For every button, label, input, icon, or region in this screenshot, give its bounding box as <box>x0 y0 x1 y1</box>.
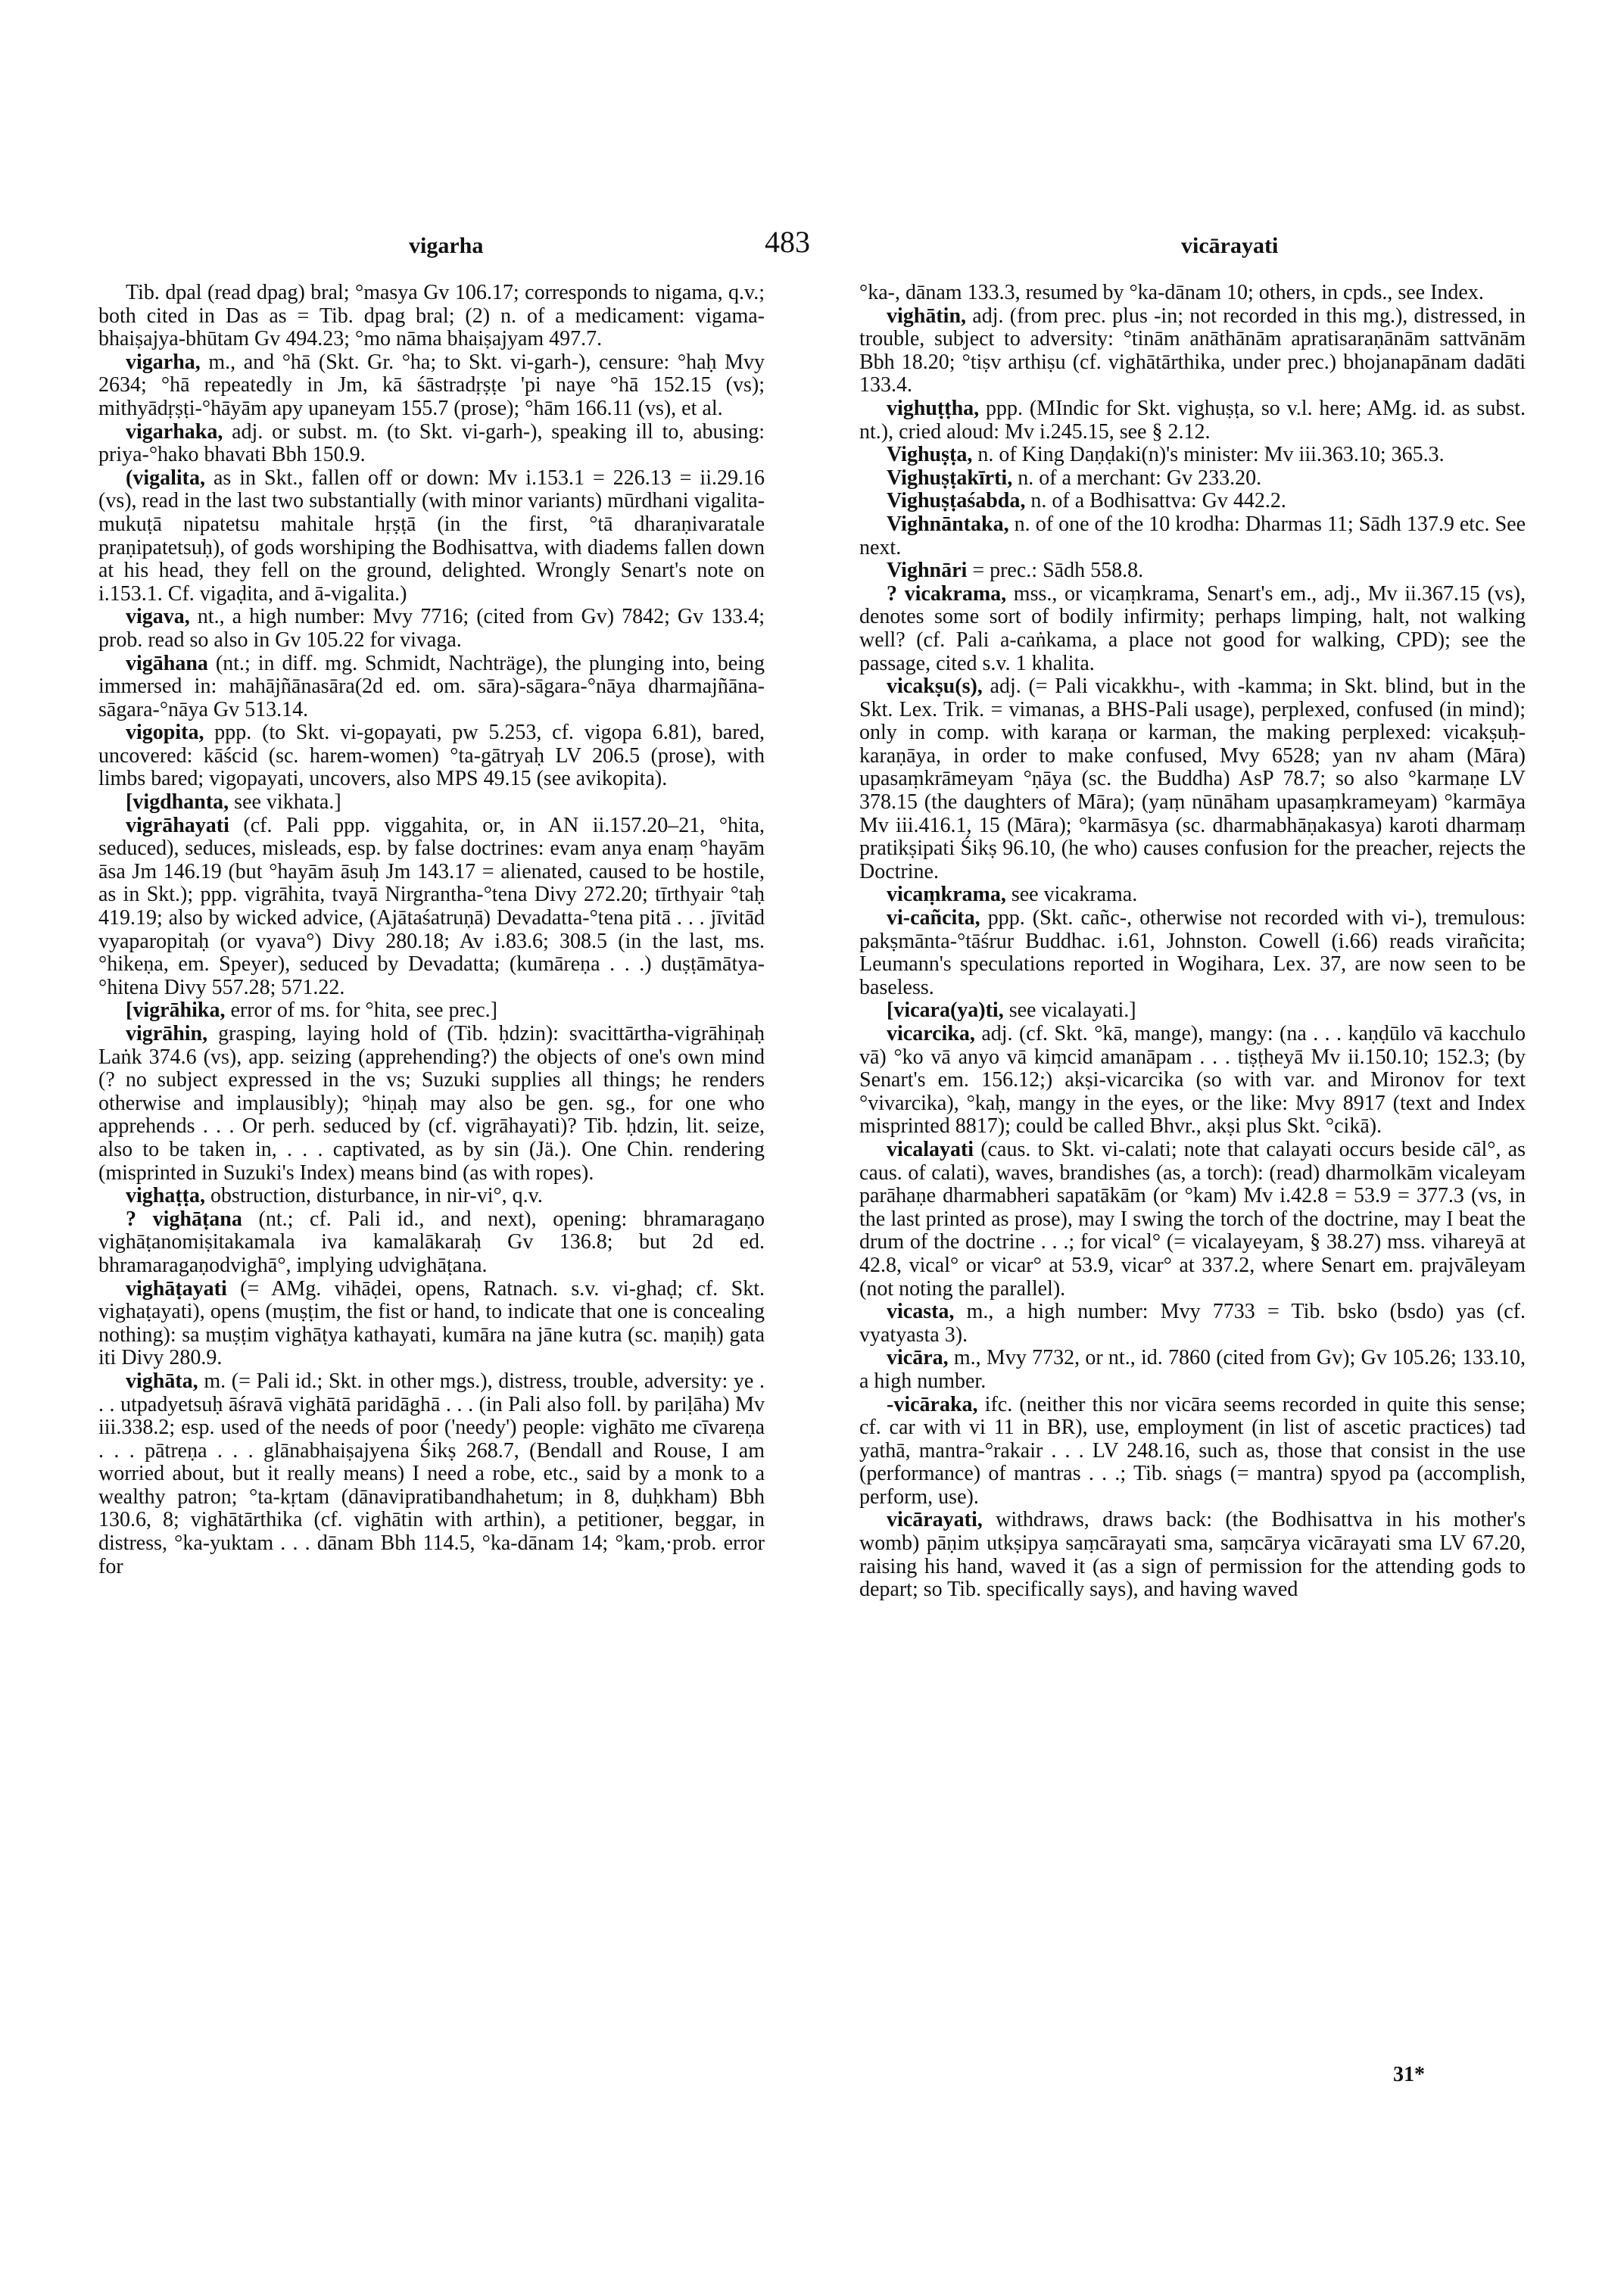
entry-text: adj. or subst. m. (to Skt. vi-garh-), speaking ill to, abusing: priya-°hako bhavati Bbh 150.9. <box>98 419 765 467</box>
entry-headword: ? vicakrama, <box>887 581 1007 606</box>
entry-text: adj. (from prec. plus -in; not recorded in this mg.), distressed, in trouble, subject to adversity: °tinām anāthānām apratisaraṇānām sattvānām Bbh 18.20; °tiṣv arthiṣu (cf. vighātārthika, under prec.) bhojanapānam dadāti 133.4. <box>859 304 1526 397</box>
dictionary-entry <box>98 467 765 606</box>
entry-text: m. (= Pali id.; Skt. in other mgs.), distress, trouble, adversity: ye . . . utpadyetsuḥ āśravā vighātā paridāghā . . . (in Pali also foll. by pariḷāha) Mv iii.338.2; esp. used of the needs of poor ('needy') people: vighāto me cīvareṇa . . . pātreṇa . . . glānabhaiṣajyena Śikṣ 268.7, (Bendall and Rouse, I am worried about, but it really means) I need a robe, etc., said by a monk to a wealthy patron; °ta-kṛtam (dānavipratibandhahetum; in 8, duḥkham) Bbh 130.6, 8; vighātārthika (cf. vighātin with arthin), a petitioner, beggar, in distress, °ka-yuktam . . . dānam Bbh 114.5, °ka-dānam 14; °kam,·prob. error for <box>98 1369 765 1578</box>
running-head-right: vicārayati <box>1181 233 1279 258</box>
entry-text: nt., a high number: Mvy 7716; (cited from Gv) 7842; Gv 133.4; prob. read so also in Gv 105.22 for vivaga. <box>98 605 765 652</box>
entry-text: (= AMg. vihāḍei, opens, Ratnach. s.v. vi-ghaḍ; cf. Skt. vighaṭayati), opens (muṣṭim, the fist or hand, to indicate that one is concealing nothing): sa muṣṭim vighāṭya kathayati, kumāra na jāne kutra (sc. maṇiḥ) gata iti Divy 280.9. <box>98 1276 765 1370</box>
entry-text: m., and °hā (Skt. Gr. °ha; to Skt. vi-garh-), censure: °haḥ Mvy 2634; °hā repeatedly in Jm, kā śāstradṛṣṭe 'pi naye °hā 152.15 (vs); mithyādṛṣṭi-°hāyām apy upaneyam 155.7 (prose); °hām 166.11 (vs), et al. <box>98 350 765 420</box>
dictionary-entry <box>98 1278 765 1370</box>
dictionary-entry <box>98 815 765 1000</box>
dictionary-entry <box>859 1023 1526 1139</box>
entry-text: (nt.; in diff. mg. Schmidt, Nachträge), the plunging into, being immersed in: mahājñānasāra(2d ed. om. sāra)-sāgara-°nāya dharmajñāna-sāgara-°nāya Gv 513.14. <box>98 651 765 721</box>
entry-headword: vicārayati, <box>887 1508 983 1532</box>
page-number: 483 <box>765 225 810 259</box>
entry-headword: Vighuṣṭaśabda, <box>887 489 1026 513</box>
entry-text: see vicalayati.] <box>1003 999 1136 1023</box>
entry-text: m., Mvy 7732, or nt., id. 7860 (cited from Gv); Gv 105.26; 133.10, a high number. <box>859 1346 1526 1393</box>
dictionary-entry <box>859 444 1526 467</box>
entry-text: ppp. (to Skt. vi-gopayati, pw 5.253, cf. vigopa 6.81), bared, uncovered: kāścid (sc. harem-women) °ta-gātryaḥ LV 206.5 (prose), with limbs bared; vigopayati, uncovers, also MPS 49.15 (see avikopita). <box>98 721 765 791</box>
entry-headword: vigarha, <box>126 350 201 374</box>
entry-text: n. of a merchant: Gv 233.20. <box>1012 466 1262 490</box>
entry-text: withdraws, draws back: (the Bodhisattva in his mother's womb) pāṇim utkṣipya saṃcārayati sma, saṃcārya vicārayati sma LV 67.20, raising his hand, waved it (as a sign of permission for the attending gods to depart; so Tib. specifically says), and having waved <box>859 1508 1526 1602</box>
entry-headword: ? vighāṭana <box>126 1207 242 1231</box>
page-header <box>98 225 1529 279</box>
entry-text: (nt.; cf. Pali id., and next), opening: bhramaragaṇo vighāṭanomiṣitakamala iva kamalākaraḥ Gv 136.8; but 2d ed. bhramaragaṇodvighā°, implying udvighāṭana. <box>98 1207 765 1277</box>
entry-text: as in Skt., fallen off or down: Mv i.153.1 = 226.13 = ii.29.16 (vs), read in the last two substantially (with minor variants) mūrdhani vigalita-mukuṭā nipatetsu mahitale hṛṣṭā (in the first, °tā dharaṇivaratale praṇipatetsuḥ), of gods worshiping the Bodhisattva, with diadems fallen down at his head, they fell on the ground, delighted. Wrongly Senart's note on i.153.1. Cf. vigaḍita, and ā-vigalita.) <box>98 466 765 606</box>
dictionary-entry <box>859 1394 1526 1509</box>
entry-headword: vigarhaka, <box>126 419 223 444</box>
entry-text: adj. (cf. Skt. °kā, mange), mangy: (na . . . kaṇḍūlo vā kacchulo vā) °ko vā anyo vā kiṃcid amanāpam . . . tiṣṭheyā Mv ii.150.10; 152.3; (by Senart's em. 156.12;) akṣi-vicarcika (so with var. and Mironov for text °vivarcika), °kaḥ, mangy in the eyes, or the like: Mvy 8917 (text and Index misprinted 8817); could be called Bhvr., akṣi plus Skt. °cikā). <box>859 1022 1526 1139</box>
entry-text: ifc. (neither this nor vicāra seems recorded in quite this sense; cf. car with vi 11 in BR), use, employment (in list of ascetic practices) tad yathā, mantra-°rakair . . . LV 248.16, such as, those that consist in the use (performance) of mantras . . .; Tib. sṅags (= mantra) spyod pa (accomplish, perform, use). <box>859 1392 1526 1509</box>
entry-headword: [vigrāhika, <box>126 999 226 1023</box>
entry-headword: vigrāhayati <box>126 813 229 837</box>
dictionary-entry <box>859 1347 1526 1393</box>
entry-text: = prec.: Sādh 558.8. <box>967 559 1144 583</box>
entry-headword: Vighnāri <box>887 559 968 583</box>
entry-text: (cf. Pali ppp. viggahita, or, in AN ii.157.20–21, °hita, seduced), seduces, misleads, esp. by false doctrines: evam anya enaṃ °hayām āsa Jm 146.19 (but °hayām āsuḥ Jm 143.17 = alienated, caused to be hostile, as in Skt.); ppp. vigrāhita, tvayā Nirgrantha-°tena Divy 272.20; tīrthyair °taḥ 419.19; also by wicked advice, (Ajātaśatruṇā) Devadatta-°tena pitā . . . jīvitād vyaparopitaḥ (or vyava°) Divy 280.18; Av i.83.6; 308.5 (in the last, ms. °hikeṇa, em. Speyer), seduced by Devadatta; (kumāreṇa . . .) duṣṭāmātya-°hitena Divy 557.28; 571.22. <box>98 813 765 999</box>
entry-headword: vicakṣu(s), <box>887 675 983 699</box>
entry-text: ppp. (MIndic for Skt. vighuṣṭa, so v.l. here; AMg. id. as subst. nt.), cried aloud: Mv i.245.15, see § 2.12. <box>859 396 1526 444</box>
dictionary-entry <box>859 513 1526 559</box>
dictionary-entry <box>98 791 765 815</box>
entry-headword: vighātin, <box>887 304 967 328</box>
right-column <box>859 282 1526 1602</box>
entry-text: error of ms. for °hita, see prec.] <box>225 999 497 1023</box>
dictionary-entry <box>859 1301 1526 1347</box>
dictionary-entry <box>859 282 1526 305</box>
entry-text: obstruction, disturbance, in nir-vi°, q.v. <box>205 1184 543 1208</box>
entry-text: Tib. dpal (read dpag) bral; °masya Gv 106.17; corresponds to nigama, q.v.; both cited in Das as = Tib. dpag bral; (2) n. of a medicament: vigama-bhaiṣajya-bhūtam Gv 494.23; °mo nāma bhaiṣajyam 497.7. <box>98 281 765 351</box>
dictionary-entry <box>859 559 1526 583</box>
dictionary-entry <box>859 467 1526 491</box>
dictionary-entry <box>98 721 765 791</box>
dictionary-entry <box>98 1185 765 1208</box>
entry-headword: vigava, <box>126 605 190 629</box>
entry-headword: vighāṭayati <box>126 1276 227 1301</box>
entry-headword: vighāta, <box>126 1369 198 1393</box>
entry-headword: vigāhana <box>126 651 208 675</box>
entry-text: n. of a Bodhisattva: Gv 442.2. <box>1025 489 1286 513</box>
signature-mark: 31* <box>1393 2063 1425 2086</box>
dictionary-entry <box>859 883 1526 907</box>
dictionary-entry <box>859 305 1526 397</box>
dictionary-entry <box>859 583 1526 675</box>
dictionary-entry <box>859 490 1526 513</box>
entry-headword: vighuṭṭha, <box>887 396 980 420</box>
dictionary-entry <box>859 397 1526 444</box>
entry-text: n. of King Daṇḍaki(n)'s minister: Mv iii.363.10; 365.3. <box>972 443 1445 467</box>
entry-text: see vikhata.] <box>229 790 341 815</box>
dictionary-entry <box>98 999 765 1023</box>
left-column <box>98 282 765 1578</box>
entry-headword: -vicāraka, <box>887 1392 978 1416</box>
entry-headword: vigrāhin, <box>126 1022 208 1045</box>
dictionary-entry <box>859 907 1526 999</box>
entry-headword: [vigdhanta, <box>126 790 229 815</box>
entry-text: mss., or vicaṃkrama, Senart's em., adj., Mv ii.367.15 (vs), denotes some sort of bodily infirmity; perhaps limping, halt, not walking well? (cf. Pali a-caṅkama, a place not good for walking, CPD); see the passage, cited s.v. 1 khalita. <box>859 581 1526 675</box>
entry-headword: vi-cañcita, <box>887 906 980 930</box>
dictionary-entry <box>98 282 765 351</box>
running-head-left: vigarha <box>409 233 484 258</box>
entry-headword: Vighnāntaka, <box>887 512 1009 536</box>
dictionary-entry <box>859 675 1526 883</box>
entry-text: m., a high number: Mvy 7733 = Tib. bsko (bsdo) yas (cf. vyatyasta 3). <box>859 1300 1526 1347</box>
dictionary-entry <box>859 1139 1526 1301</box>
entry-headword: (vigalita, <box>126 466 205 490</box>
entry-headword: vicarcika, <box>887 1022 975 1045</box>
entry-text: adj. (= Pali vicakkhu-, with -kamma; in Skt. blind, but in the Skt. Lex. Trik. = vimanas, a BHS-Pali usage), perplexed, confused (in mind); only in comp. with karaṇa or karman, the making perplexed: vicakṣuḥ-karaṇāya, in order to make confused, Mvy 6528; yan nv aham (Māra) upasaṃkrāmeyam °ṇāya (sc. the Buddha) AsP 78.7; so also °karmaṇe LV 378.15 (the daughters of Māra); (yaṃ nūnāham upasaṃkrameyam) °karmāya Mv iii.416.1, 15 (Māra); °karmāsya (sc. dharmabhāṇakasya) karoti dharmaṃ pratikṣipati Śikṣ 96.10, (he who) causes confusion for the preacher, rejects the Doctrine. <box>859 675 1526 883</box>
entry-headword: vicasta, <box>887 1300 955 1324</box>
entry-text: ppp. (Skt. cañc-, otherwise not recorded with vi-), tremulous: pakṣmānta-°tāśrur Buddhac. i.61, Johnston. Cowell (i.66) reads virañcita; Leumann's speculations reported in Wogihara, Lex. 37, are now seen to be baseless. <box>859 906 1526 999</box>
dictionary-entry <box>98 351 765 421</box>
entry-text: °ka-, dānam 133.3, resumed by °ka-dānam 10; others, in cpds., see Index. <box>859 281 1484 304</box>
entry-headword: vicalayati <box>887 1137 974 1161</box>
dictionary-entry <box>859 999 1526 1023</box>
entry-text: (caus. to Skt. vi-calati; note that calayati occurs beside cāl°, as caus. of calati), waves, brandishes (as, a torch): (read) dharmolkām vicaleyam parāhaṇe dharmabheri sapatākām (or °kam) Mv i.42.8 = 53.9 = 377.3 (vs, in the last printed as prose), may I swing the torch of the doctrine, may I beat the drum of the doctrine . . .; for vical° (= vicalayeyam, § 38.27) mss. vihareyā at 42.8, vical° or vicar° at 53.9, vicar° at 337.2, where Senart em. prajvāleyam (not noting the parallel). <box>859 1137 1526 1301</box>
dictionary-entry <box>98 606 765 652</box>
entry-headword: Vighuṣṭakīrti, <box>887 466 1013 490</box>
dictionary-entry <box>98 1208 765 1278</box>
dictionary-entry <box>98 653 765 722</box>
dictionary-entry <box>98 1370 765 1578</box>
entry-text: grasping, laying hold of (Tib. ḥdzin): svacittārtha-vigrāhiṇaḥ Laṅk 374.6 (vs), app. seizing (apprehending?) the objects of one's own mind (? no subject expressed in the vs; Suzuki supplies all things; he renders otherwise and implausibly); °hiṇaḥ may also be gen. sg., for one who apprehends . . . Or perh. seduced by (cf. vigrāhayati)? Tib. ḥdzin, lit. seize, also to be taken in, . . . captivated, as by sin (Jä.). One Chin. rendering (misprinted in Suzuki's Index) means bind (as with ropes). <box>98 1022 765 1185</box>
entry-headword: vicaṃkrama, <box>887 883 1006 907</box>
entry-headword: Vighuṣṭa, <box>887 443 973 467</box>
dictionary-entry <box>859 1509 1526 1601</box>
entry-headword: vicāra, <box>887 1346 949 1370</box>
dictionary-entry <box>98 421 765 467</box>
entry-headword: vigopita, <box>126 721 204 745</box>
entry-text: n. of one of the 10 krodha: Dharmas 11; Sādh 137.9 etc. See next. <box>859 512 1526 559</box>
entry-headword: [vicara(ya)ti, <box>887 999 1004 1023</box>
entry-headword: vighaṭṭa, <box>126 1184 205 1208</box>
dictionary-entry <box>98 1023 765 1185</box>
entry-text: see vicakrama. <box>1005 883 1138 907</box>
